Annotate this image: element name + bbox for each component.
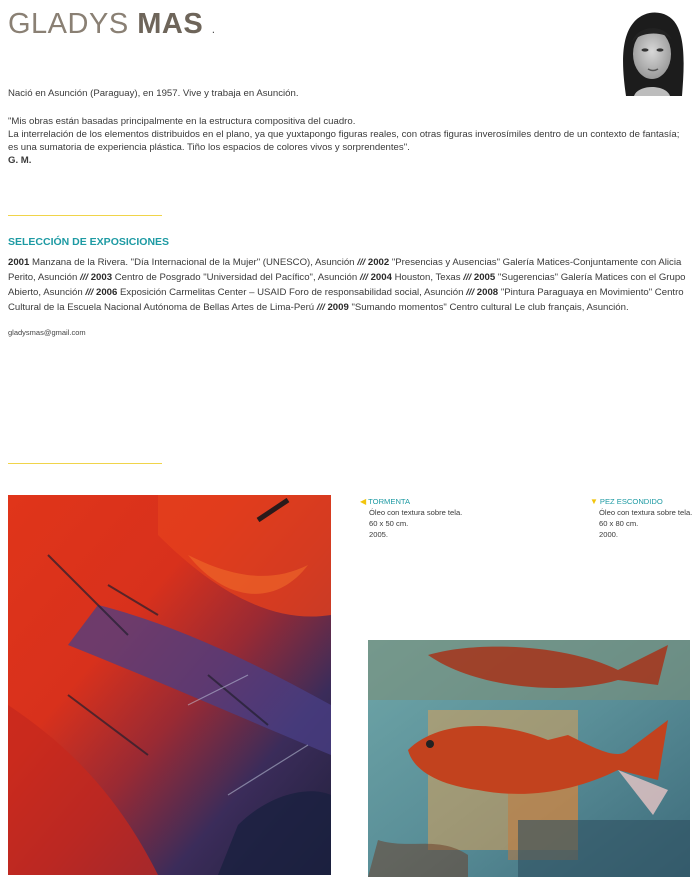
bio-born: Nació en Asunción (Paraguay), en 1957. Vive y trabaja en Asunción. bbox=[8, 88, 299, 99]
exhibition-text: "Presencias y Ausencias" Galería Matices-Conjuntamente con Alicia Perito, Asunción bbox=[8, 257, 682, 283]
artist-last-name: MAS bbox=[137, 8, 204, 40]
arrow-down-icon: ▼ bbox=[590, 497, 598, 506]
bio-signature: G. M. bbox=[8, 155, 32, 166]
exhibition-text: "Sugerencias" Galería Matices con el Grupo Abierto, Asunción bbox=[8, 272, 686, 298]
artwork-technique: Óleo con textura sobre tela. bbox=[599, 508, 693, 517]
exhibitions-heading: SELECCIÓN DE EXPOSICIONES bbox=[8, 236, 170, 248]
exhibition-separator: /// bbox=[463, 272, 472, 283]
exhibition-text: Exposición Carmelitas Center – USAID Foro de responsabilidad social, Asunción bbox=[120, 287, 464, 298]
exhibition-year: 2009 bbox=[327, 302, 349, 313]
exhibition-text: Houston, Texas bbox=[394, 272, 461, 283]
exhibition-year: 2004 bbox=[370, 272, 392, 283]
artwork-size: 60 x 50 cm. bbox=[369, 519, 409, 528]
artwork-technique: Óleo con textura sobre tela. bbox=[369, 508, 463, 517]
exhibition-text: Centro de Posgrado "Universidad del Pacífico", Asunción bbox=[114, 272, 358, 283]
artwork-year: 2000. bbox=[599, 530, 619, 539]
exhibition-separator: /// bbox=[359, 272, 368, 283]
exhibition-year: 2003 bbox=[90, 272, 113, 283]
artist-first-name: GLADYS bbox=[8, 8, 129, 40]
painting-pez-escondido bbox=[368, 640, 690, 877]
exhibition-text: "Sumando momentos" Centro cultural Le club français, Asunción. bbox=[351, 302, 629, 313]
divider-rule bbox=[8, 463, 162, 464]
bio-quote-line: La interrelación de los elementos distribuidos en el plano, ya que yuxtapongo figuras reales, con otras figuras inverosímiles dentro de un contexto de fantasía; bbox=[8, 129, 680, 140]
artwork-title: PEZ ESCONDIDO bbox=[599, 497, 663, 506]
bio-quote bbox=[8, 115, 688, 167]
artist-portrait-photo bbox=[612, 8, 690, 96]
artwork-year: 2005. bbox=[369, 530, 389, 539]
exhibition-year: 2002 bbox=[367, 257, 390, 268]
bio-quote-line: es una sumatoria de experiencia plástica. Tiño los espacios de colores vivos y sorprendentes". bbox=[8, 142, 410, 153]
contact-email[interactable]: gladysmas@gmail.com bbox=[8, 328, 86, 337]
artwork-size: 60 x 80 cm. bbox=[599, 519, 639, 528]
title-dot: . bbox=[211, 22, 216, 36]
exhibition-separator: /// bbox=[85, 287, 94, 298]
arrow-left-icon: ◀ bbox=[360, 497, 367, 506]
artist-name-title bbox=[8, 8, 216, 41]
caption-pez-escondido bbox=[590, 496, 692, 540]
exhibition-text: Manzana de la Rivera. "Día Internacional de la Mujer" (UNESCO), Asunción bbox=[32, 257, 355, 268]
divider-rule bbox=[8, 215, 162, 216]
exhibition-separator: /// bbox=[466, 287, 475, 298]
artwork-title: TORMENTA bbox=[368, 497, 411, 506]
exhibitions-list bbox=[8, 255, 692, 315]
exhibition-year: 2006 bbox=[96, 287, 118, 298]
exhibition-year: 2001 bbox=[8, 257, 30, 268]
caption-tormenta bbox=[360, 496, 462, 540]
exhibition-separator: /// bbox=[357, 257, 366, 268]
exhibition-text: "Pintura Paraguaya en Movimiento" Centro Cultural de la Escuela Nacional Autónoma de Bellas Artes de Lima-Perú bbox=[8, 287, 684, 313]
painting-tormenta bbox=[8, 495, 331, 875]
exhibition-year: 2008 bbox=[476, 287, 499, 298]
exhibition-year: 2005 bbox=[473, 272, 496, 283]
bio-quote-line: "Mis obras están basadas principalmente en la estructura compositiva del cuadro. bbox=[8, 116, 356, 127]
exhibition-separator: /// bbox=[316, 302, 325, 313]
exhibition-separator: /// bbox=[80, 272, 89, 283]
